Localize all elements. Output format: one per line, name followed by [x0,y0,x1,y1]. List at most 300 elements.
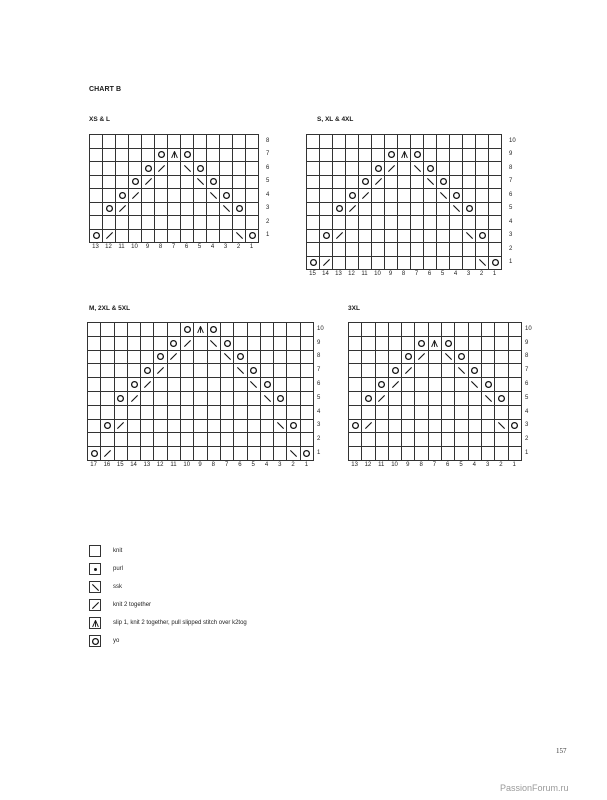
column-number: 6 [238,462,242,468]
chart-cell [389,392,402,406]
column-number: 14 [130,462,137,468]
chart-cell [181,230,194,244]
chart-cell [455,406,468,420]
chart-cell [207,176,220,190]
chart-cell [476,243,489,257]
chart-cell [411,176,424,190]
chart-cell [103,216,116,230]
yarn-over-circle-icon [92,231,101,240]
chart-cell [362,392,375,406]
chart-cell [385,135,398,149]
row-number: 4 [317,408,321,415]
chart-cell [359,257,372,271]
column-number: 12 [105,244,112,250]
chart-cell [411,257,424,271]
chart-cell [482,406,495,420]
yarn-over-circle-icon [263,380,272,389]
row-number: 3 [317,422,321,429]
chart-cell [194,406,207,420]
yarn-over-circle-icon [417,339,426,348]
chart-cell [359,216,372,230]
chart-cell [88,420,101,434]
chart-cell [437,243,450,257]
yarn-over-circle-icon [364,394,373,403]
chart-cell [90,216,103,230]
chart-cell [385,162,398,176]
col-numbers-m-2xl-5xl [87,462,313,468]
chart-cell [362,364,375,378]
chart-cell [116,203,129,217]
chart-cell [372,216,385,230]
chart-cell [287,337,300,351]
k2tog-slash-icon [169,352,178,361]
chart-cell [155,162,168,176]
chart-cell [376,447,389,461]
column-number: 7 [171,244,176,250]
chart-cell [234,406,247,420]
column-number: 13 [92,244,99,250]
chart-cell [287,433,300,447]
legend-label: ssk [113,584,122,590]
column-number: 9 [406,462,410,468]
chart-cell [372,257,385,271]
chart-cell [129,176,142,190]
chart-cell [437,203,450,217]
chart-cell [415,378,428,392]
chart-cell [88,392,101,406]
chart-cell [411,162,424,176]
chart-cell [359,149,372,163]
chart-cell [115,392,128,406]
chart-cell [101,337,114,351]
row-number: 9 [317,339,321,346]
row-numbers-xs-l [263,134,269,242]
chart-cell [194,337,207,351]
chart-cell [411,243,424,257]
ssk-backslash-icon [236,366,245,375]
chart-cell [103,230,116,244]
chart-cell [261,323,274,337]
chart-cell [301,392,314,406]
legend-item-sk2p [89,614,247,632]
yarn-over-circle-icon [103,421,112,430]
chart-cell [476,162,489,176]
column-number: 1 [492,271,497,277]
chart-cell [411,149,424,163]
chart-cell [495,406,508,420]
sk2p-decrease-icon [400,150,409,159]
chart-cell [248,392,261,406]
chart-cell [88,337,101,351]
column-number: 15 [116,462,124,468]
chart-cell [346,257,359,271]
chart-cell [103,203,116,217]
chart-cell [181,406,194,420]
chart-cell [128,447,141,461]
column-number: 4 [472,462,476,468]
chart-cell [509,406,522,420]
chart-cell [88,433,101,447]
chart-cell [129,189,142,203]
column-number: 9 [198,462,202,468]
chart-cell [429,433,442,447]
chart-cell [463,230,476,244]
chart-cell [359,243,372,257]
chart-cell [261,406,274,420]
chart-cell [221,392,234,406]
chart-cell [450,230,463,244]
chart-cell [429,364,442,378]
chart-cell [415,351,428,365]
chart-cell [362,420,375,434]
chart-cell [154,406,167,420]
row-numbers-3xl [522,322,532,460]
chart-cell [429,378,442,392]
k2tog-slash-icon [156,366,165,375]
chart-cell [115,351,128,365]
chart-cell [489,257,502,271]
ssk-backslash-icon [484,394,493,403]
chart-cell [115,337,128,351]
chart-cell [168,337,181,351]
chart-cell [168,135,181,149]
chart-cell [320,149,333,163]
yarn-over-circle-icon [465,204,474,213]
chart-cell [333,243,346,257]
yarn-over-circle-icon [156,352,165,361]
chart-cell [181,323,194,337]
chart-cell [450,162,463,176]
k2tog-slash-icon [130,394,139,403]
chart-cell [234,378,247,392]
chart-cell [346,216,359,230]
column-number: 1 [304,462,309,468]
chart-cell [442,447,455,461]
chart-cell [455,392,468,406]
chart-cell [128,420,141,434]
chart-cell [194,447,207,461]
chart-cell [349,378,362,392]
chart-cell [88,406,101,420]
chart-cell [455,337,468,351]
ssk-backslash-icon [263,394,272,403]
chart-title-3xl: 3XL [348,305,360,312]
chart-cell [349,337,362,351]
chart-cell [376,378,389,392]
chart-cell [376,323,389,337]
chart-cell [450,149,463,163]
chart-cell [469,337,482,351]
chart-cell [181,420,194,434]
chart-cell [389,364,402,378]
chart-cell [362,433,375,447]
chart-cell [402,392,415,406]
yarn-over-circle-icon [89,635,101,647]
row-number: 1 [525,450,529,457]
chart-cell [221,323,234,337]
yarn-over-circle-icon [452,191,461,200]
column-number: 10 [391,462,398,468]
row-number: 9 [525,339,529,346]
chart-cell [463,149,476,163]
chart-cell [261,433,274,447]
ssk-backslash-icon [439,191,448,200]
chart-cell [442,364,455,378]
chart-cell [129,149,142,163]
chart-cell [333,230,346,244]
chart-cell [376,364,389,378]
chart-cell [220,162,233,176]
chart-cell [495,351,508,365]
chart-cell [307,162,320,176]
chart-cell [372,243,385,257]
chart-cell [221,351,234,365]
chart-cell [469,447,482,461]
chart-cell [115,447,128,461]
chart-cell [476,203,489,217]
yarn-over-circle-icon [335,204,344,213]
column-number: 2 [236,244,241,250]
yarn-over-circle-icon [249,366,258,375]
chart-cell [509,337,522,351]
yarn-over-circle-icon [413,150,422,159]
chart-cell [261,447,274,461]
chart-cell [402,323,415,337]
chart-cell [411,189,424,203]
chart-title-m-2xl-5xl: M, 2XL & 5XL [89,305,131,312]
chart-cell [411,230,424,244]
legend-item-ssk [89,578,247,596]
chart-cell [424,216,437,230]
chart-cell [248,447,261,461]
yarn-over-circle-icon [491,258,500,267]
stitch-legend [89,542,247,650]
chart-cell [509,351,522,365]
row-number: 1 [317,450,321,457]
chart-cell [233,162,246,176]
chart-cell [489,149,502,163]
chart-cell [221,337,234,351]
chart-cell [168,447,181,461]
k2tog-slash-icon [404,366,413,375]
chart-cell [221,406,234,420]
chart-cell [442,433,455,447]
chart-cell [194,364,207,378]
yarn-over-circle-icon [116,394,125,403]
chart-cell [411,135,424,149]
chart-cell [429,323,442,337]
chart-cell [442,420,455,434]
chart-cell [274,420,287,434]
chart-cell [469,433,482,447]
chart-cell [168,351,181,365]
chart-cell [476,189,489,203]
chart-cell [221,364,234,378]
row-number: 1 [509,259,513,266]
chart-cell [208,378,221,392]
chart-cell [142,149,155,163]
chart-cell [168,162,181,176]
chart-cell [398,149,411,163]
chart-cell [207,230,220,244]
chart-cell [437,176,450,190]
chart-cell [194,203,207,217]
chart-cell [455,433,468,447]
row-numbers-s-xl-4xl [506,134,516,269]
k2tog-slash-icon [417,352,426,361]
ssk-backslash-icon [222,204,231,213]
chart-cell [411,216,424,230]
chart-cell [88,351,101,365]
chart-cell [207,162,220,176]
yarn-over-circle-icon [348,191,357,200]
chart-cell [128,323,141,337]
chart-cell [495,378,508,392]
col-numbers-3xl [348,462,521,468]
column-number: 10 [374,271,381,277]
ssk-backslash-icon [497,421,506,430]
chart-cell [248,337,261,351]
chart-cell [402,447,415,461]
chart-cell [221,420,234,434]
yarn-over-circle-icon [209,177,218,186]
chart-cell [90,203,103,217]
chart-cell [301,420,314,434]
yarn-over-circle-icon [143,366,152,375]
chart-cell [389,351,402,365]
chart-cell [349,447,362,461]
yarn-over-circle-icon [144,164,153,173]
chart-cell [246,162,259,176]
page-number: 157 [556,747,567,755]
chart-cell [168,189,181,203]
chart-cell [220,135,233,149]
yarn-over-circle-icon [183,325,192,334]
k2tog-slash-icon [143,380,152,389]
yarn-over-circle-icon [235,204,244,213]
chart-cell [128,337,141,351]
row-number: 4 [509,218,513,225]
chart-cell [181,162,194,176]
k2tog-slash-icon [183,339,192,348]
chart-cell [385,176,398,190]
chart-cell [301,406,314,420]
chart-cell [234,351,247,365]
chart-cell [385,203,398,217]
row-number: 8 [266,137,270,144]
chart-cell [429,392,442,406]
yarn-over-circle-icon [387,150,396,159]
k2tog-slash-icon [131,191,140,200]
yarn-over-circle-icon [426,164,435,173]
column-number: 14 [322,271,329,277]
chart-cell [385,257,398,271]
yarn-over-circle-icon [470,366,479,375]
chart-cell [248,351,261,365]
chart-cell [248,364,261,378]
row-number: 2 [317,436,321,443]
chart-cell [442,378,455,392]
chart-cell [320,176,333,190]
chart-cell [495,447,508,461]
chart-cell [333,203,346,217]
chart-cell [248,420,261,434]
chart-cell [463,203,476,217]
chart-cell [385,189,398,203]
legend-label: knit [113,548,123,554]
chart-cell [402,420,415,434]
chart-cell [476,135,489,149]
chart-cell [141,364,154,378]
chart-cell [372,162,385,176]
yarn-over-circle-icon [478,231,487,240]
chart-cell [181,364,194,378]
chart-cell [154,392,167,406]
column-number: 2 [499,462,503,468]
chart-cell [389,378,402,392]
chart-cell [398,243,411,257]
row-number: 2 [509,245,513,252]
chart-cell [207,216,220,230]
chart-cell [307,243,320,257]
chart-cell [489,203,502,217]
chart-cell [376,433,389,447]
chart-cell [115,433,128,447]
chart-cell [90,230,103,244]
chart-cell [437,189,450,203]
column-number: 4 [210,244,215,250]
chart-title-xs-l: XS & L [89,116,110,123]
chart-cell [154,433,167,447]
chart-cell [142,176,155,190]
column-number: 2 [291,462,295,468]
chart-cell [429,337,442,351]
chart-cell [482,351,495,365]
chart-cell [455,351,468,365]
row-number: 7 [266,151,270,158]
column-number: 3 [485,462,490,468]
chart-cell [287,351,300,365]
chart-cell [116,162,129,176]
chart-cell [246,176,259,190]
column-number: 2 [479,271,484,277]
chart-cell [274,406,287,420]
chart-cell [402,364,415,378]
chart-cell [495,433,508,447]
chart-cell [221,378,234,392]
chart-cell [424,135,437,149]
chart-cell [389,337,402,351]
chart-cell [429,406,442,420]
chart-cell [429,420,442,434]
row-number: 3 [525,422,529,429]
chart-cell [233,230,246,244]
chart-cell [359,189,372,203]
chart-cell [415,364,428,378]
chart-cell [389,323,402,337]
chart-cell [385,149,398,163]
legend-item-k2tog [89,596,247,614]
chart-cell [194,216,207,230]
yarn-over-circle-icon [377,380,386,389]
chart-cell [349,406,362,420]
chart-cell [362,378,375,392]
chart-cell [181,176,194,190]
k2tog-slash-icon [103,449,112,458]
chart-cell [168,392,181,406]
chart-cell [194,323,207,337]
chart-cell [220,189,233,203]
